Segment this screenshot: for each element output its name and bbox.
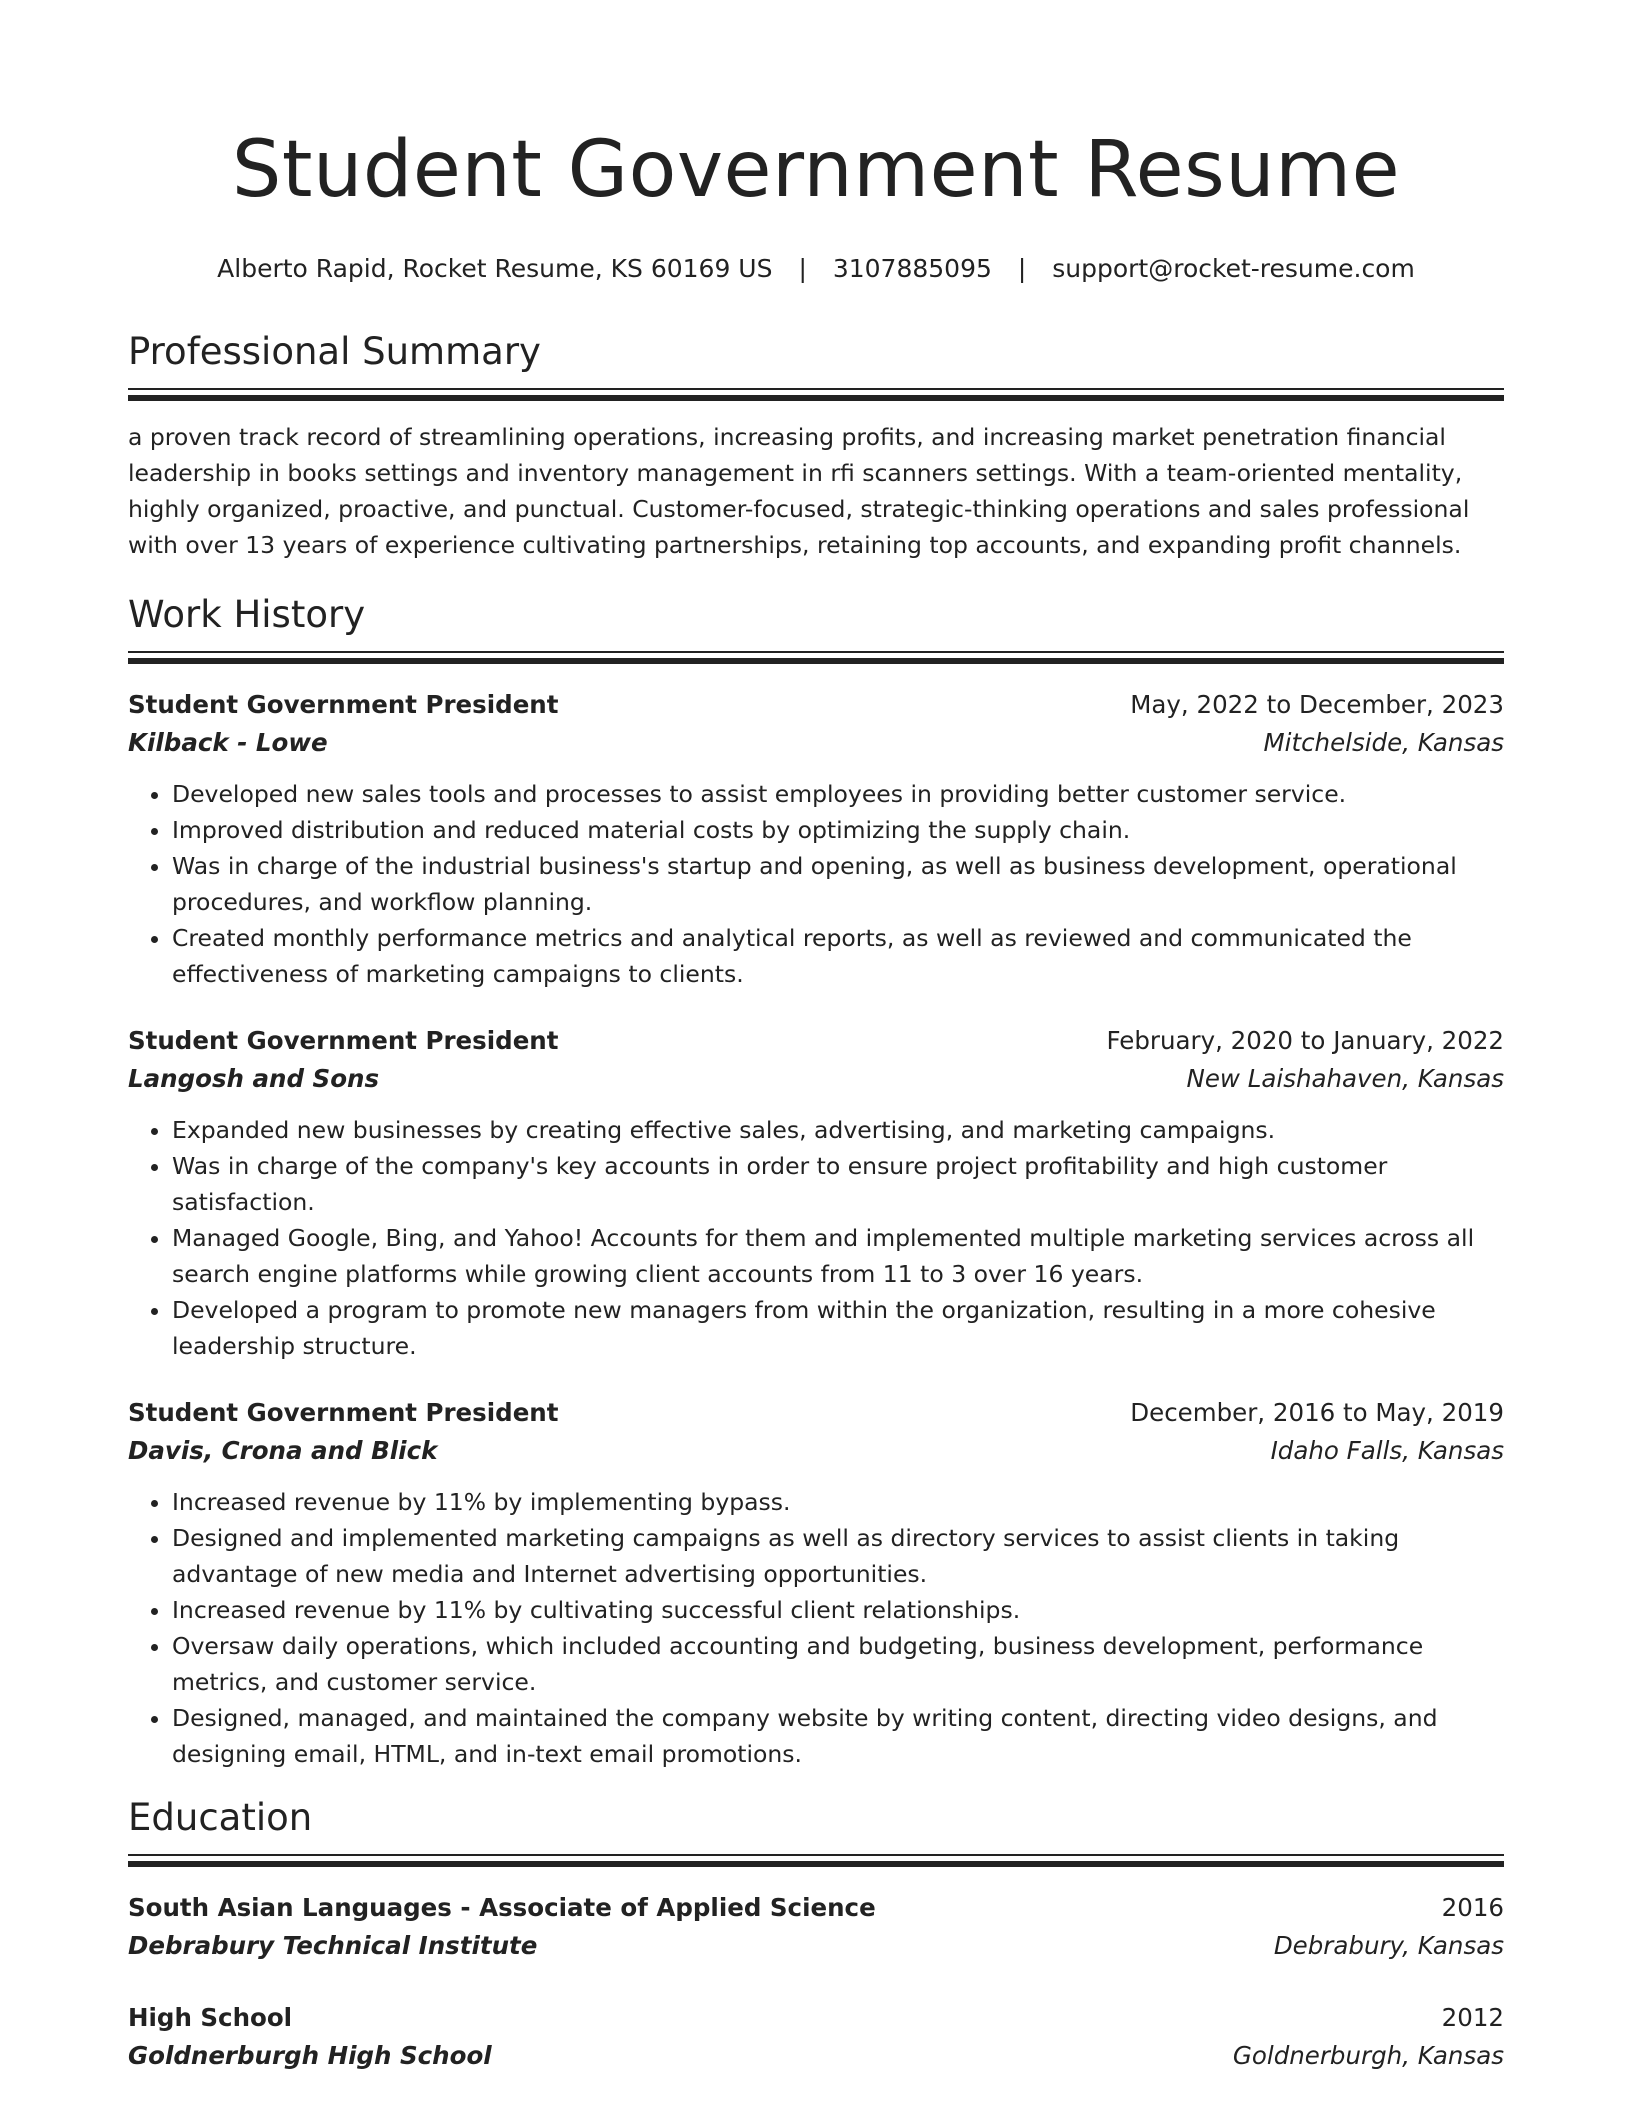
- job-bullets: [128, 776, 1504, 992]
- contact-line: [128, 252, 1504, 286]
- contact-address: Alberto Rapid, Rocket Resume, KS 60169 US: [217, 254, 773, 283]
- education-entry: [128, 1999, 1504, 2075]
- contact-phone: 3107885095: [832, 254, 992, 283]
- job-bullet: • Increased revenue by 11% by implementing bypass.: [172, 1484, 1504, 1520]
- work-history-section: [128, 591, 1504, 1772]
- job-location: New Laishahaven, Kansas: [1186, 1064, 1504, 1093]
- job-location: Idaho Falls, Kansas: [1270, 1436, 1504, 1465]
- contact-separator: |: [798, 254, 807, 283]
- job-title: Student Government President: [128, 1398, 559, 1427]
- education-school: Goldnerburgh High School: [128, 2041, 492, 2070]
- job-bullet: • Oversaw daily operations, which included accounting and budgeting, business development, performance metrics, and customer service.: [172, 1628, 1504, 1700]
- job-company: Kilback - Lowe: [128, 728, 328, 757]
- section-divider: [128, 651, 1504, 664]
- job-bullet: • Developed a program to promote new managers from within the organization, resulting in a more cohesive leadership structure.: [172, 1292, 1504, 1364]
- job-bullets: [128, 1112, 1504, 1364]
- job-bullet: • Increased revenue by 11% by cultivating successful client relationships.: [172, 1592, 1504, 1628]
- summary-heading: Professional Summary: [128, 330, 541, 373]
- job-company: Davis, Crona and Blick: [128, 1436, 438, 1465]
- education-section: [128, 1794, 1504, 2075]
- job-bullets: [128, 1484, 1504, 1772]
- contact-email: support@rocket-resume.com: [1052, 254, 1415, 283]
- job-bullet: • Expanded new businesses by creating effective sales, advertising, and marketing campaigns.: [172, 1112, 1504, 1148]
- resume-title: Student Government Resume: [231, 125, 1401, 215]
- job-bullet: • Was in charge of the company's key accounts in order to ensure project profitability and high customer satisfaction.: [172, 1148, 1504, 1220]
- education-degree: South Asian Languages - Associate of Applied Science: [128, 1893, 876, 1922]
- education-year: 2012: [1441, 2003, 1504, 2032]
- work-history-heading: Work History: [128, 593, 366, 636]
- job-location: Mitchelside, Kansas: [1263, 728, 1504, 757]
- education-school: Debrabury Technical Institute: [128, 1931, 538, 1960]
- summary-section: [128, 328, 1504, 563]
- education-entry: [128, 1889, 1504, 1965]
- job-title: Student Government President: [128, 1026, 559, 1055]
- job-bullet: • Designed, managed, and maintained the company website by writing content, directing video designs, and designing email, HTML, and in-text email promotions.: [172, 1700, 1504, 1772]
- education-location: Debrabury, Kansas: [1273, 1931, 1504, 1960]
- contact-separator: |: [1017, 254, 1027, 283]
- summary-text: a proven track record of streamlining operations, increasing profits, and increasing market penetration financial leadership in books settings and inventory management in rfi scanners settings. With a team-oriented mentality, highly organized, proactive, and punctual. Customer-focused, strategic-thinking operations and sales professional with over 13 years of experience cultivating partnerships, retaining top accounts, and expanding profit channels.: [128, 423, 1470, 559]
- education-degree: High School: [128, 2003, 293, 2032]
- job-bullet: • Developed new sales tools and processes to assist employees in providing better customer service.: [172, 776, 1504, 812]
- education-year: 2016: [1441, 1893, 1504, 1922]
- job-dates: February, 2020 to January, 2022: [1106, 1026, 1504, 1055]
- job-dates: December, 2016 to May, 2019: [1130, 1398, 1504, 1427]
- education-heading: Education: [128, 1796, 313, 1839]
- job-entry: [128, 686, 1504, 992]
- job-company: Langosh and Sons: [128, 1064, 380, 1093]
- education-location: Goldnerburgh, Kansas: [1232, 2041, 1504, 2070]
- section-divider: [128, 388, 1504, 401]
- job-bullet: • Improved distribution and reduced material costs by optimizing the supply chain.: [172, 812, 1504, 848]
- job-bullet: • Created monthly performance metrics and analytical reports, as well as reviewed and communicated the effectiveness of marketing campaigns to clients.: [172, 920, 1504, 992]
- job-title: Student Government President: [128, 690, 559, 719]
- job-dates: May, 2022 to December, 2023: [1130, 690, 1504, 719]
- job-bullet: • Designed and implemented marketing campaigns as well as directory services to assist clients in taking advantage of new media and Internet advertising opportunities.: [172, 1520, 1504, 1592]
- job-entry: [128, 1394, 1504, 1772]
- job-entry: [128, 1022, 1504, 1364]
- section-divider: [128, 1854, 1504, 1867]
- job-bullet: • Managed Google, Bing, and Yahoo! Accounts for them and implemented multiple marketing services across all search engine platforms while growing client accounts from 11 to 3 over 16 years.: [172, 1220, 1504, 1292]
- job-bullet: • Was in charge of the industrial business's startup and opening, as well as business development, operational procedures, and workflow planning.: [172, 848, 1504, 920]
